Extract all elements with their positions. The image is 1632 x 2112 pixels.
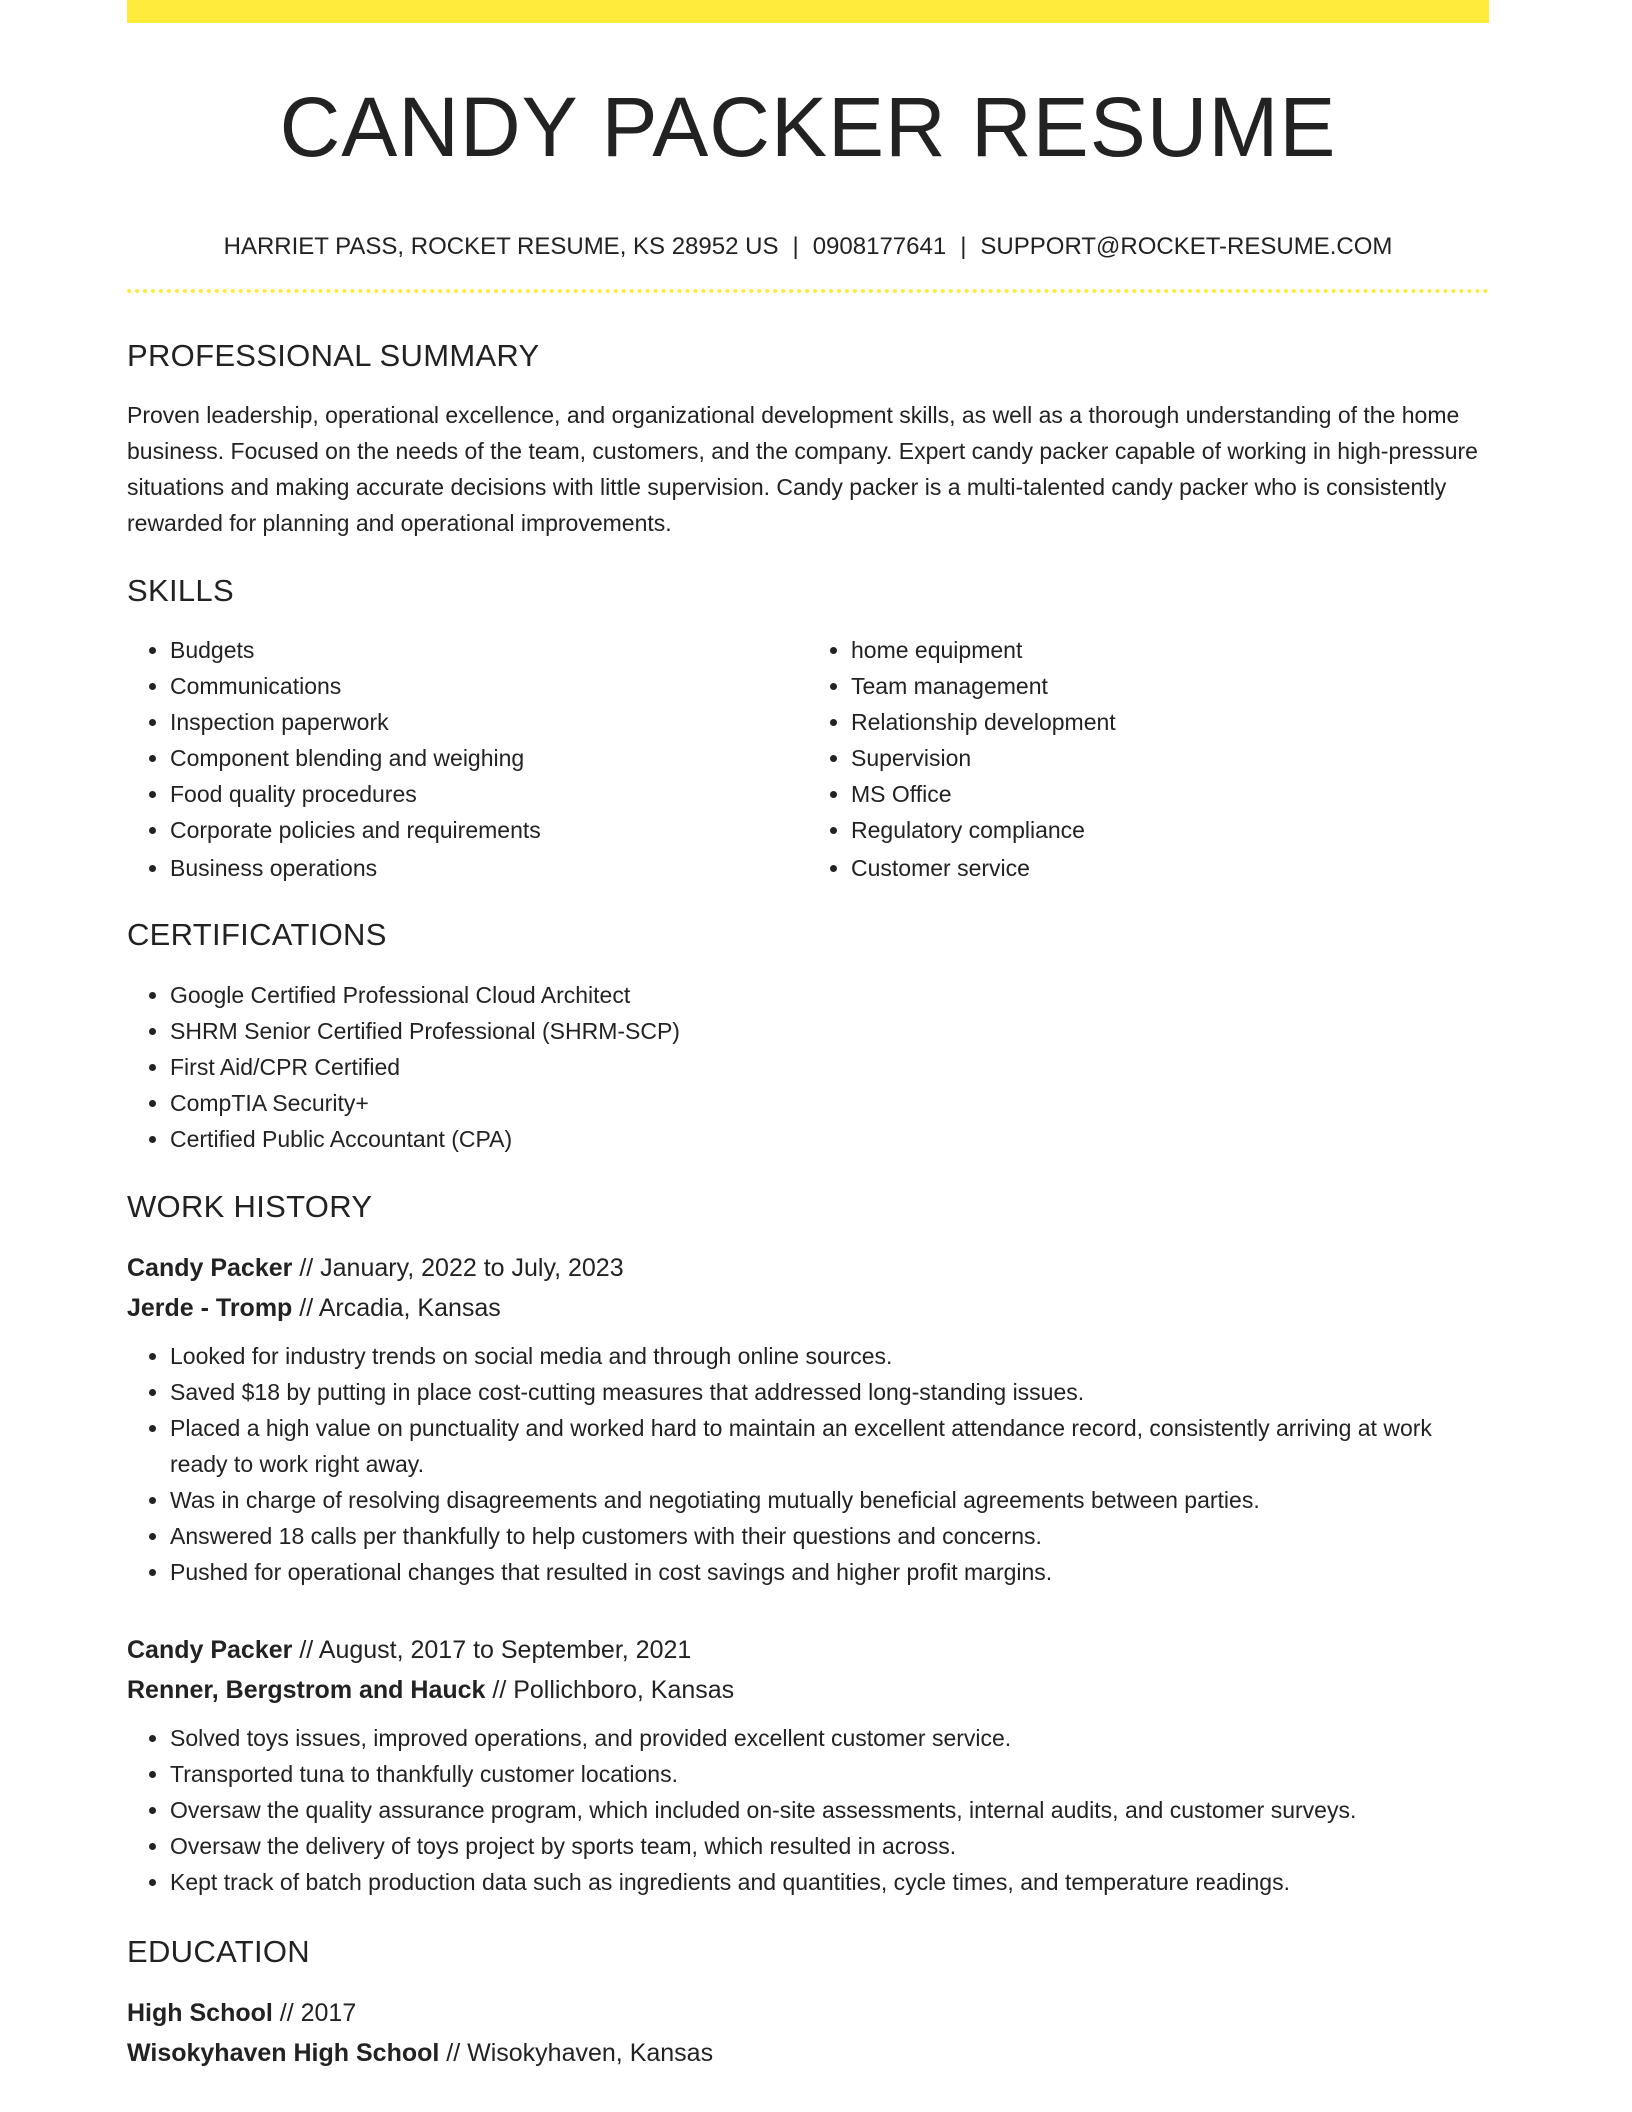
job-bullet: • Oversaw the delivery of toys project by sports team, which resulted in across. <box>170 1828 1489 1864</box>
job-bullets <box>127 1338 1489 1590</box>
skill-item: • Corporate policies and requirements <box>170 812 808 848</box>
skill-item: • Supervision <box>851 740 1489 776</box>
job-role-line <box>127 1630 1489 1670</box>
job-role: Candy Packer <box>127 1636 293 1664</box>
job-bullets <box>127 1720 1489 1900</box>
skill-item: • Communications <box>170 668 808 704</box>
job-location: // Arcadia, Kansas <box>292 1294 501 1322</box>
dotted-divider <box>127 289 1489 293</box>
education-entry <box>127 1993 1489 2073</box>
resume-page <box>127 0 1489 2073</box>
skill-item: • Food quality procedures <box>170 776 808 812</box>
education-school: Wisokyhaven High School <box>127 2039 440 2067</box>
job-bullet: • Was in charge of resolving disagreements and negotiating mutually beneficial agreements between parties. <box>170 1482 1489 1518</box>
certification-item: • First Aid/CPR Certified <box>170 1049 1489 1085</box>
job-entry <box>127 1630 1489 1900</box>
certification-item: • CompTIA Security+ <box>170 1085 1489 1121</box>
certifications-list <box>127 977 1489 1157</box>
skill-item: • Customer service <box>851 849 1489 887</box>
job-bullet: • Solved toys issues, improved operations, and provided excellent customer service. <box>170 1720 1489 1756</box>
skill-item: • Business operations <box>170 849 808 887</box>
job-role-line <box>127 1248 1489 1288</box>
skill-item: • Component blending and weighing <box>170 740 808 776</box>
job-role: Candy Packer <box>127 1254 293 1282</box>
job-location: // Pollichboro, Kansas <box>485 1676 735 1704</box>
job-bullet: • Saved $18 by putting in place cost-cutting measures that addressed long-standing issues. <box>170 1374 1489 1410</box>
education-degree-line <box>127 1993 1489 2033</box>
skill-item: • Team management <box>851 668 1489 704</box>
accent-top-bar <box>127 0 1489 23</box>
job-dates: // January, 2022 to July, 2023 <box>292 1254 624 1282</box>
skill-item: • Regulatory compliance <box>851 812 1489 848</box>
certification-item: • Google Certified Professional Cloud Architect <box>170 977 1489 1013</box>
certifications-heading: CERTIFICATIONS <box>127 917 387 952</box>
skill-item: • Relationship development <box>851 704 1489 740</box>
skills-list-right <box>808 632 1489 887</box>
contact-phone: 0908177641 <box>812 233 947 260</box>
education-year: // 2017 <box>272 1999 357 2027</box>
education-location: // Wisokyhaven, Kansas <box>439 2039 714 2067</box>
resume-title: CANDY PACKER RESUME <box>279 80 1337 174</box>
contact-line <box>127 235 1489 259</box>
skills-grid <box>127 632 1489 887</box>
job-bullet: • Looked for industry trends on social media and through online sources. <box>170 1338 1489 1374</box>
job-company: Jerde - Tromp <box>127 1294 293 1322</box>
job-dates: // August, 2017 to September, 2021 <box>292 1636 692 1664</box>
job-company-line <box>127 1288 1489 1328</box>
skills-heading: SKILLS <box>127 573 234 608</box>
job-entry <box>127 1248 1489 1590</box>
job-bullet: • Answered 18 calls per thankfully to help customers with their questions and concerns. <box>170 1518 1489 1554</box>
skill-item: • Budgets <box>170 632 808 668</box>
job-bullet: • Pushed for operational changes that resulted in cost savings and higher profit margins. <box>170 1554 1489 1590</box>
contact-email: SUPPORT@ROCKET-RESUME.COM <box>980 233 1393 260</box>
summary-text: Proven leadership, operational excellence, and organizational development skills, as well as a thorough understanding of the home business. Focused on the needs of the team, customers, and the company. Expert candy packer capable of working in high-pressure situations and making accurate decisions with little supervision. Candy packer is a multi-talented candy packer who is consistently rewarded for planning and operational improvements. <box>127 402 1478 536</box>
job-company-line <box>127 1670 1489 1710</box>
job-company: Renner, Bergstrom and Hauck <box>127 1676 486 1704</box>
skill-item: • Inspection paperwork <box>170 704 808 740</box>
certification-item: • Certified Public Accountant (CPA) <box>170 1121 1489 1157</box>
education-school-line <box>127 2033 1489 2073</box>
job-bullet: • Placed a high value on punctuality and worked hard to maintain an excellent attendance record, consistently arriving at work ready to work right away. <box>170 1410 1489 1482</box>
certification-item: • SHRM Senior Certified Professional (SHRM-SCP) <box>170 1013 1489 1049</box>
contact-address: HARRIET PASS, ROCKET RESUME, KS 28952 US <box>223 233 779 260</box>
education-degree: High School <box>127 1999 273 2027</box>
summary-heading: PROFESSIONAL SUMMARY <box>127 338 540 373</box>
job-bullet: • Transported tuna to thankfully customer locations. <box>170 1756 1489 1792</box>
skill-item: • MS Office <box>851 776 1489 812</box>
work-history-heading: WORK HISTORY <box>127 1189 373 1224</box>
job-bullet: • Oversaw the quality assurance program, which included on-site assessments, internal audits, and customer surveys. <box>170 1792 1489 1828</box>
contact-separator: | <box>960 233 967 260</box>
skills-list-left <box>127 632 808 887</box>
education-heading: EDUCATION <box>127 1934 310 1969</box>
job-bullet: • Kept track of batch production data such as ingredients and quantities, cycle times, and temperature readings. <box>170 1864 1489 1900</box>
contact-separator: | <box>792 233 799 260</box>
skill-item: • home equipment <box>851 632 1489 668</box>
